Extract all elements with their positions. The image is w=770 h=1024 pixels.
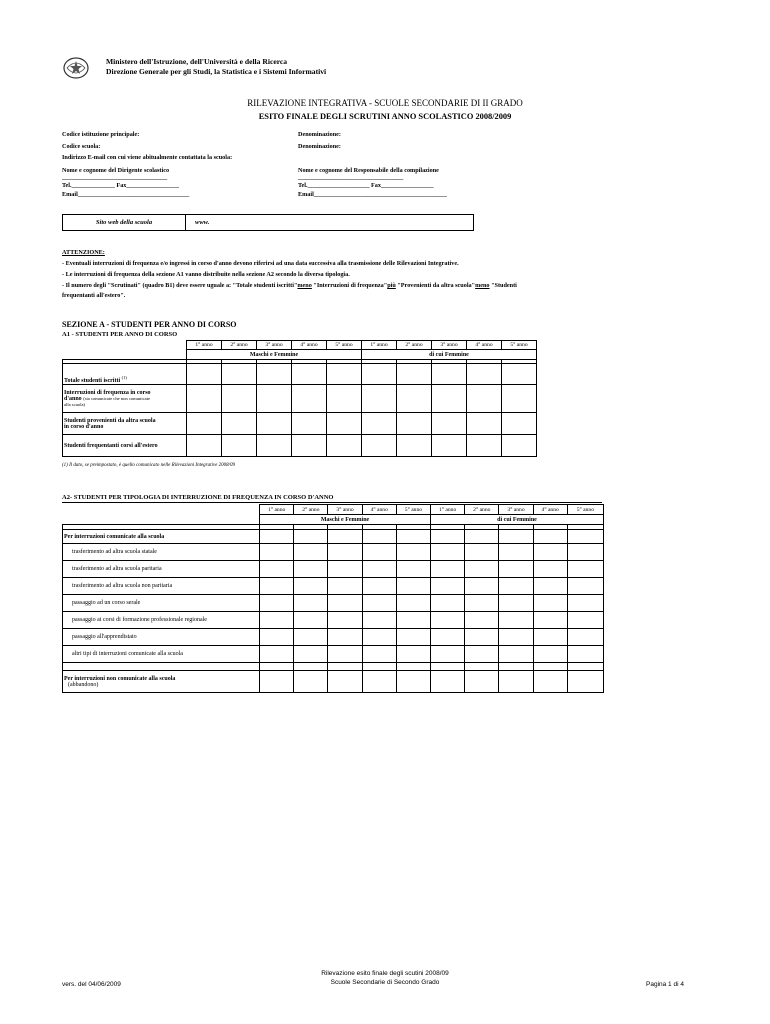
table-row <box>63 595 604 612</box>
a2-row-label: trasferimento ad altra scuola non paritaria <box>63 578 260 595</box>
attention-item-1: - Eventuali interruzioni di frequenza e/o ingressi in corso d'anno devono riferirsi ad una data successiva alla trasmissione delle Rilevazioni Integrative. <box>62 260 459 267</box>
table-row <box>63 544 604 561</box>
attention-item-3-cont: frequentanti all'estero". <box>62 292 126 299</box>
a1-footnote: (1) Il dato, se preimpostato, è quello comunicato nelle Rilevazioni Integrative 2008/09 <box>62 463 235 468</box>
website-label: Sito web della scuola <box>63 215 186 230</box>
a1-year-header: 2° anno <box>222 341 257 350</box>
a2-row-label: trasferimento ad altra scuola paritaria <box>63 561 260 578</box>
a2-row-label: trasferimento ad altra scuola statale <box>63 544 260 561</box>
table-row <box>63 578 604 595</box>
a1-year-header: 4° anno <box>467 341 502 350</box>
republic-emblem-icon <box>62 56 90 80</box>
a1-group-mf: Maschi e Femmine <box>187 350 362 360</box>
table-row <box>63 530 604 544</box>
website-field[interactable]: www. <box>195 219 210 226</box>
denominazione-label-1: Denominazione: <box>298 131 341 138</box>
dirigente-email[interactable]: Email____________________________________ <box>62 191 190 198</box>
a1-year-header: 2° anno <box>397 341 432 350</box>
table-row <box>63 671 604 693</box>
document-title: RILEVAZIONE INTEGRATIVA - SCUOLE SECONDARIE DI II GRADO <box>247 98 523 108</box>
denominazione-label-2: Denominazione: <box>298 143 341 150</box>
a2-group-f: di cui Femmine <box>431 515 604 525</box>
a2-row-label: passaggio all'apprendistato <box>63 629 260 646</box>
website-box <box>62 214 474 231</box>
a2-row-label: Per interruzioni non comunicate alla scuola (abbandono) <box>63 671 260 693</box>
footer-title-2: Scuole Secondarie di Secondo Grado <box>330 979 440 986</box>
a2-year-header: 3° anno <box>499 505 533 515</box>
a1-table <box>62 340 537 457</box>
a1-row-label: Studenti provenienti da altra scuola in corso d'anno <box>63 413 187 435</box>
a2-year-header: 2° anno <box>294 505 328 515</box>
dirigente-field[interactable]: __________________________________ <box>62 174 168 181</box>
table-row <box>63 364 537 385</box>
a2-year-header: 1° anno <box>260 505 294 515</box>
attention-item-3: - Il numero degli "Scrutinati" (quadro B1) deve essere uguale a: "Totale studenti iscritti"meno "Interruzioni di frequenza"più "Provenienti da altra scuola"meno "Studenti <box>62 282 517 289</box>
a2-year-header: 2° anno <box>465 505 499 515</box>
a1-row-label: Interruzioni di frequenza in corso d'anno (sia comunicate che non comunicate alla scuola) <box>63 385 187 413</box>
a1-year-header: 1° anno <box>187 341 222 350</box>
a1-row-label: Studenti frequentanti corsi all'estero <box>63 435 187 457</box>
table-row <box>63 612 604 629</box>
a2-group-mf: Maschi e Femmine <box>260 515 431 525</box>
responsabile-field[interactable]: __________________________________ <box>298 174 404 181</box>
responsabile-label: Nome e cognome del Responsabile della compilazione <box>298 167 439 174</box>
footer-page-number: Pagina 1 di 4 <box>646 981 684 988</box>
a1-year-header: 5° anno <box>327 341 362 350</box>
a2-corner <box>63 505 260 525</box>
a2-year-header: 5° anno <box>567 505 603 515</box>
a1-year-header: 5° anno <box>502 341 537 350</box>
dirigente-label: Nome e cognome del Dirigente scolastico <box>62 167 170 174</box>
a1-title: A1 - STUDENTI PER ANNO DI CORSO <box>62 331 178 338</box>
a1-group-f: di cui Femmine <box>362 350 537 360</box>
a1-year-header: 3° anno <box>432 341 467 350</box>
a1-year-header: 4° anno <box>292 341 327 350</box>
table-row <box>63 435 537 457</box>
a2-year-header: 1° anno <box>431 505 465 515</box>
attention-item-2: - Le interruzioni di frequenza della sezione A1 vanno distribuite nella sezione A2 secondo la diversa tipologia. <box>62 271 350 278</box>
table-row <box>63 561 604 578</box>
a1-row-label: Totale studenti iscritti $^{(1)}$ <box>63 364 187 385</box>
a2-title-rule <box>62 502 602 503</box>
a2-table <box>62 504 604 693</box>
email-scuola-label: Indirizzo E-mail con cui viene abitualmente contattata la scuola: <box>62 154 233 161</box>
table-row <box>63 629 604 646</box>
a1-corner <box>63 341 187 360</box>
ministry-department: Direzione Generale per gli Studi, la Statistica e i Sistemi Informativi <box>106 67 327 76</box>
codice-scuola-label: Codice scuola: <box>62 143 101 150</box>
responsabile-tel-fax[interactable]: Tel.____________________ Fax_________________ <box>298 182 434 189</box>
a2-year-header: 3° anno <box>328 505 362 515</box>
a2-row-label: passaggio ai corsi di formazione professionale regionale <box>63 612 260 629</box>
table-row <box>63 646 604 663</box>
table-row <box>63 385 537 413</box>
table-row <box>63 413 537 435</box>
responsabile-email[interactable]: Email___________________________________________ <box>298 191 447 198</box>
dirigente-tel-fax[interactable]: Tel.______________ Fax_________________ <box>62 182 179 189</box>
footer-version: vers. del 04/06/2009 <box>62 981 121 988</box>
a2-year-header: 4° anno <box>533 505 567 515</box>
a1-year-header: 3° anno <box>257 341 292 350</box>
a2-row-label: Per interruzioni comunicate alla scuola <box>63 530 260 544</box>
a2-year-header: 5° anno <box>396 505 430 515</box>
a2-title: A2- STUDENTI PER TIPOLOGIA DI INTERRUZIONE DI FREQUENZA IN CORSO D'ANNO <box>62 494 334 501</box>
ministry-name: Ministero dell'Istruzione, dell'Università e della Ricerca <box>106 57 288 66</box>
footer-title-1: Rilevazione esito finale degli scutini 2008/09 <box>321 970 449 977</box>
a1-year-header: 1° anno <box>362 341 397 350</box>
section-a-title: SEZIONE A - STUDENTI PER ANNO DI CORSO <box>62 320 237 329</box>
a2-row-label: passaggio ad un corso serale <box>63 595 260 612</box>
a2-row-label: altri tipi di interruzioni comunicate alla scuola <box>63 646 260 663</box>
attention-heading: ATTENZIONE: <box>62 249 105 256</box>
a2-year-header: 4° anno <box>362 505 396 515</box>
document-subtitle: ESITO FINALE DEGLI SCRUTINI ANNO SCOLASTICO 2008/2009 <box>258 112 512 121</box>
codice-istituzione-label: Codice istituzione principale: <box>62 131 140 138</box>
